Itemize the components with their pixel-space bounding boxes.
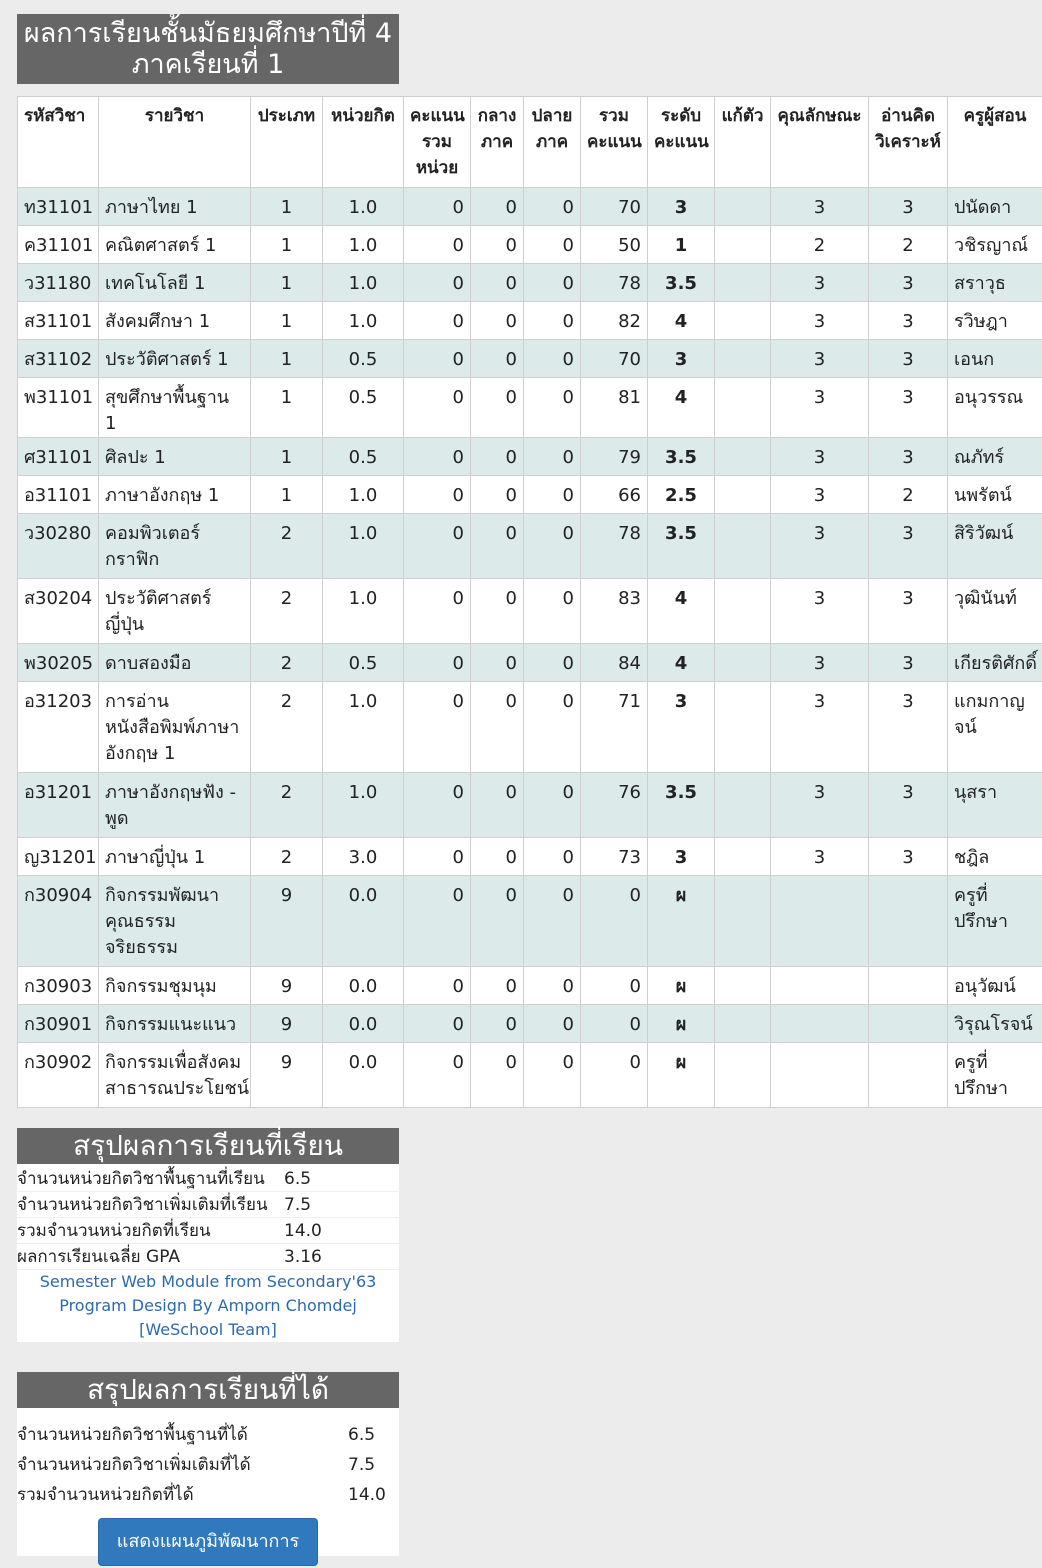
cell-code: ส30204 [18, 579, 99, 644]
cell-remedial [715, 1005, 771, 1043]
cell-subject: ภาษาญี่ปุ่น 1 [99, 838, 251, 876]
cell-teacher: นพรัตน์ [948, 476, 1042, 514]
cell-total: 78 [581, 514, 648, 579]
header-final: ปลายภาค [524, 97, 581, 188]
cell-reading: 3 [869, 302, 948, 340]
cell-subject: คณิตศาสตร์ 1 [99, 226, 251, 264]
cell-character [771, 1005, 869, 1043]
cell-remedial [715, 340, 771, 378]
cell-unit-score: 0 [404, 838, 471, 876]
cell-final: 0 [524, 476, 581, 514]
cell-code: พ31101 [18, 378, 99, 438]
cell-credits: 0.0 [323, 967, 404, 1005]
table-row [18, 438, 1042, 476]
cell-midterm: 0 [471, 1005, 524, 1043]
cell-character: 3 [771, 682, 869, 773]
cell-grade: 3.5 [648, 773, 715, 838]
table-row [18, 773, 1042, 838]
cell-subject: ภาษาอังกฤษฟัง - พูด [99, 773, 251, 838]
cell-subject: สังคมศึกษา 1 [99, 302, 251, 340]
cell-grade: 3 [648, 682, 715, 773]
cell-final: 0 [524, 438, 581, 476]
cell-code: ว30280 [18, 514, 99, 579]
cell-final: 0 [524, 876, 581, 967]
summary-value: 6.5 [284, 1169, 312, 1189]
cell-teacher: เกียรติศักดิ์ [948, 644, 1042, 682]
cell-remedial [715, 579, 771, 644]
cell-type: 1 [251, 378, 323, 438]
cell-teacher: ครูที่ปรึกษา [948, 1043, 1042, 1108]
cell-grade: 4 [648, 579, 715, 644]
cell-remedial [715, 302, 771, 340]
cell-remedial [715, 644, 771, 682]
cell-remedial [715, 1043, 771, 1108]
cell-midterm: 0 [471, 1043, 524, 1108]
cell-code: ก30903 [18, 967, 99, 1005]
cell-total: 84 [581, 644, 648, 682]
cell-code: ส31102 [18, 340, 99, 378]
cell-character: 3 [771, 773, 869, 838]
cell-character: 3 [771, 644, 869, 682]
table-row [18, 644, 1042, 682]
cell-midterm: 0 [471, 682, 524, 773]
cell-credits: 0.5 [323, 340, 404, 378]
cell-grade: 3 [648, 188, 715, 226]
cell-character: 3 [771, 378, 869, 438]
cell-reading [869, 1005, 948, 1043]
cell-midterm: 0 [471, 476, 524, 514]
cell-teacher: ครูที่ปรึกษา [948, 876, 1042, 967]
cell-type: 2 [251, 773, 323, 838]
summary-earned-row [17, 1450, 399, 1480]
cell-final: 0 [524, 226, 581, 264]
header-reading: อ่านคิดวิเคราะห์ [869, 97, 948, 188]
cell-midterm: 0 [471, 773, 524, 838]
cell-midterm: 0 [471, 438, 524, 476]
cell-subject: ภาษาอังกฤษ 1 [99, 476, 251, 514]
cell-credits: 1.0 [323, 226, 404, 264]
cell-final: 0 [524, 264, 581, 302]
header-character: คุณลักษณะ [771, 97, 869, 188]
header-grade: ระดับคะแนน [648, 97, 715, 188]
cell-subject: กิจกรรมพัฒนาคุณธรรมจริยธรรม [99, 876, 251, 967]
credit-text [17, 1270, 399, 1342]
cell-unit-score: 0 [404, 188, 471, 226]
table-row [18, 682, 1042, 773]
cell-type: 2 [251, 838, 323, 876]
cell-teacher: วชิรญาณ์ [948, 226, 1042, 264]
cell-teacher: อนุวัฒน์ [948, 967, 1042, 1005]
cell-code: ก30902 [18, 1043, 99, 1108]
cell-grade: ผ [648, 876, 715, 967]
summary-value: 14.0 [348, 1485, 386, 1505]
cell-reading: 3 [869, 264, 948, 302]
cell-total: 66 [581, 476, 648, 514]
cell-remedial [715, 967, 771, 1005]
cell-unit-score: 0 [404, 644, 471, 682]
cell-midterm: 0 [471, 302, 524, 340]
cell-reading: 2 [869, 226, 948, 264]
cell-type: 9 [251, 967, 323, 1005]
cell-remedial [715, 476, 771, 514]
cell-total: 76 [581, 773, 648, 838]
cell-unit-score: 0 [404, 226, 471, 264]
summary-value: 14.0 [284, 1221, 322, 1241]
cell-final: 0 [524, 1005, 581, 1043]
cell-total: 0 [581, 967, 648, 1005]
cell-subject: การอ่านหนังสือพิมพ์ภาษาอังกฤษ 1 [99, 682, 251, 773]
cell-total: 83 [581, 579, 648, 644]
cell-total: 0 [581, 1005, 648, 1043]
page-title: ผลการเรียนชั้นมัธยมศึกษาปีที่ 4 ภาคเรียนที่ 1 [17, 14, 399, 84]
cell-credits: 1.0 [323, 682, 404, 773]
cell-code: ก30901 [18, 1005, 99, 1043]
cell-credits: 0.0 [323, 876, 404, 967]
table-row [18, 579, 1042, 644]
cell-reading: 3 [869, 773, 948, 838]
cell-credits: 1.0 [323, 264, 404, 302]
cell-character: 3 [771, 438, 869, 476]
credit-line-designer: Program Design By Amporn Chomdej [WeSchool Team] [59, 1296, 357, 1339]
cell-code: อ31203 [18, 682, 99, 773]
cell-grade: 3 [648, 340, 715, 378]
summary-value: 7.5 [284, 1195, 312, 1215]
table-row [18, 264, 1042, 302]
cell-character: 3 [771, 514, 869, 579]
cell-reading [869, 1043, 948, 1108]
cell-reading [869, 967, 948, 1005]
header-midterm: กลางภาค [471, 97, 524, 188]
cell-remedial [715, 682, 771, 773]
cell-remedial [715, 438, 771, 476]
cell-teacher: รวิษฎา [948, 302, 1042, 340]
cell-credits: 0.5 [323, 644, 404, 682]
cell-type: 9 [251, 1005, 323, 1043]
summary-label: จำนวนหน่วยกิตวิชาเพิ่มเติมที่เรียน [17, 1195, 268, 1215]
cell-character: 3 [771, 264, 869, 302]
cell-total: 73 [581, 838, 648, 876]
cell-character: 3 [771, 579, 869, 644]
summary-earned-title: สรุปผลการเรียนที่ได้ [17, 1372, 399, 1408]
cell-subject: กิจกรรมเพื่อสังคมสาธารณประโยชน์ [99, 1043, 251, 1108]
cell-character: 3 [771, 340, 869, 378]
cell-credits: 0.5 [323, 438, 404, 476]
cell-final: 0 [524, 1043, 581, 1108]
cell-total: 70 [581, 188, 648, 226]
cell-midterm: 0 [471, 188, 524, 226]
cell-teacher: ชฎิล [948, 838, 1042, 876]
cell-type: 1 [251, 340, 323, 378]
cell-total: 81 [581, 378, 648, 438]
cell-type: 1 [251, 438, 323, 476]
cell-unit-score: 0 [404, 302, 471, 340]
cell-final: 0 [524, 967, 581, 1005]
cell-credits: 1.0 [323, 188, 404, 226]
summary-value: 3.16 [284, 1247, 322, 1267]
cell-grade: 2.5 [648, 476, 715, 514]
summary-earned-row [17, 1480, 399, 1510]
cell-grade: 4 [648, 302, 715, 340]
cell-type: 9 [251, 1043, 323, 1108]
cell-final: 0 [524, 378, 581, 438]
cell-grade: ผ [648, 967, 715, 1005]
cell-grade: 3.5 [648, 264, 715, 302]
cell-teacher: แกมกาญจน์ [948, 682, 1042, 773]
cell-character: 3 [771, 302, 869, 340]
cell-type: 1 [251, 226, 323, 264]
cell-teacher: ปนัดดา [948, 188, 1042, 226]
cell-code: ว31180 [18, 264, 99, 302]
table-row [18, 302, 1042, 340]
header-type: ประเภท [251, 97, 323, 188]
cell-final: 0 [524, 188, 581, 226]
table-row [18, 1043, 1042, 1108]
cell-unit-score: 0 [404, 514, 471, 579]
cell-midterm: 0 [471, 838, 524, 876]
cell-character: 2 [771, 226, 869, 264]
cell-character: 3 [771, 188, 869, 226]
cell-credits: 0.0 [323, 1005, 404, 1043]
cell-remedial [715, 773, 771, 838]
summary-value: 6.5 [348, 1425, 376, 1445]
cell-reading: 3 [869, 514, 948, 579]
table-row [18, 1005, 1042, 1043]
summary-enrolled-row [17, 1218, 399, 1244]
cell-remedial [715, 876, 771, 967]
cell-credits: 1.0 [323, 476, 404, 514]
cell-remedial [715, 188, 771, 226]
cell-type: 2 [251, 682, 323, 773]
cell-final: 0 [524, 514, 581, 579]
summary-enrolled-title: สรุปผลการเรียนที่เรียน [17, 1128, 399, 1164]
cell-teacher: วุฒินันท์ [948, 579, 1042, 644]
grades-table [17, 96, 1042, 1108]
cell-midterm: 0 [471, 264, 524, 302]
cell-final: 0 [524, 340, 581, 378]
cell-subject: ดาบสองมือ [99, 644, 251, 682]
cell-reading: 3 [869, 188, 948, 226]
cell-subject: ประวัติศาสตร์ 1 [99, 340, 251, 378]
cell-type: 2 [251, 579, 323, 644]
header-remedial: แก้ตัว [715, 97, 771, 188]
cell-teacher: ณภัทร์ [948, 438, 1042, 476]
table-row [18, 838, 1042, 876]
cell-total: 79 [581, 438, 648, 476]
cell-total: 78 [581, 264, 648, 302]
cell-credits: 1.0 [323, 302, 404, 340]
cell-unit-score: 0 [404, 340, 471, 378]
summary-label: จำนวนหน่วยกิตวิชาเพิ่มเติมที่ได้ [17, 1455, 251, 1475]
cell-reading: 3 [869, 579, 948, 644]
cell-total: 82 [581, 302, 648, 340]
cell-reading: 3 [869, 378, 948, 438]
cell-remedial [715, 514, 771, 579]
summary-enrolled-row [17, 1244, 399, 1270]
cell-unit-score: 0 [404, 476, 471, 514]
header-subject: รายวิชา [99, 97, 251, 188]
cell-unit-score: 0 [404, 378, 471, 438]
cell-unit-score: 0 [404, 876, 471, 967]
cell-teacher: นุสรา [948, 773, 1042, 838]
cell-final: 0 [524, 644, 581, 682]
cell-grade: 4 [648, 644, 715, 682]
header-total: รวมคะแนน [581, 97, 648, 188]
cell-final: 0 [524, 579, 581, 644]
cell-remedial [715, 838, 771, 876]
cell-unit-score: 0 [404, 579, 471, 644]
summary-value: 7.5 [348, 1455, 376, 1475]
table-row [18, 476, 1042, 514]
summary-label: ผลการเรียนเฉลี่ย GPA [17, 1247, 181, 1267]
cell-teacher: วิรุณโรจน์ [948, 1005, 1042, 1043]
cell-midterm: 0 [471, 340, 524, 378]
cell-reading: 3 [869, 682, 948, 773]
cell-reading [869, 876, 948, 967]
cell-subject: ภาษาไทย 1 [99, 188, 251, 226]
cell-midterm: 0 [471, 226, 524, 264]
cell-total: 71 [581, 682, 648, 773]
table-row [18, 188, 1042, 226]
table-header-row [18, 97, 1042, 188]
summary-earned-row [17, 1420, 399, 1450]
cell-credits: 0.5 [323, 378, 404, 438]
cell-type: 1 [251, 188, 323, 226]
cell-teacher: สิริวัฒน์ [948, 514, 1042, 579]
cell-grade: 4 [648, 378, 715, 438]
cell-grade: 3.5 [648, 438, 715, 476]
cell-subject: คอมพิวเตอร์กราฟิก [99, 514, 251, 579]
cell-code: พ30205 [18, 644, 99, 682]
cell-type: 1 [251, 264, 323, 302]
cell-type: 2 [251, 514, 323, 579]
cell-subject: สุขศึกษาพื้นฐาน 1 [99, 378, 251, 438]
cell-reading: 3 [869, 644, 948, 682]
cell-subject: กิจกรรมชุมนุม [99, 967, 251, 1005]
cell-midterm: 0 [471, 514, 524, 579]
cell-code: ก30904 [18, 876, 99, 967]
cell-final: 0 [524, 773, 581, 838]
cell-type: 1 [251, 302, 323, 340]
table-row [18, 514, 1042, 579]
cell-final: 0 [524, 302, 581, 340]
cell-code: ศ31101 [18, 438, 99, 476]
cell-total: 70 [581, 340, 648, 378]
cell-credits: 0.0 [323, 1043, 404, 1108]
cell-reading: 3 [869, 340, 948, 378]
header-code: รหัสวิชา [18, 97, 99, 188]
cell-character: 3 [771, 476, 869, 514]
cell-remedial [715, 378, 771, 438]
cell-grade: ผ [648, 1043, 715, 1108]
cell-character [771, 967, 869, 1005]
cell-unit-score: 0 [404, 264, 471, 302]
cell-teacher: อนุวรรณ [948, 378, 1042, 438]
summary-label: จำนวนหน่วยกิตวิชาพื้นฐานที่เรียน [17, 1169, 265, 1189]
cell-remedial [715, 264, 771, 302]
cell-credits: 1.0 [323, 773, 404, 838]
cell-unit-score: 0 [404, 773, 471, 838]
cell-subject: กิจกรรมแนะแนว [99, 1005, 251, 1043]
credit-line-module: Semester Web Module from Secondary'63 [39, 1272, 377, 1291]
cell-unit-score: 0 [404, 438, 471, 476]
cell-midterm: 0 [471, 378, 524, 438]
cell-final: 0 [524, 838, 581, 876]
cell-code: อ31101 [18, 476, 99, 514]
summary-earned-panel [17, 1372, 399, 1556]
cell-credits: 1.0 [323, 514, 404, 579]
summary-label: รวมจำนวนหน่วยกิตที่เรียน [17, 1221, 211, 1241]
cell-total: 50 [581, 226, 648, 264]
cell-type: 2 [251, 644, 323, 682]
cell-midterm: 0 [471, 967, 524, 1005]
cell-reading: 3 [869, 438, 948, 476]
cell-character [771, 876, 869, 967]
cell-grade: 3.5 [648, 514, 715, 579]
cell-character [771, 1043, 869, 1108]
cell-grade: 3 [648, 838, 715, 876]
summary-label: รวมจำนวนหน่วยกิตที่ได้ [17, 1485, 194, 1505]
cell-teacher: เอนก [948, 340, 1042, 378]
cell-final: 0 [524, 682, 581, 773]
cell-midterm: 0 [471, 579, 524, 644]
cell-code: ญ31201 [18, 838, 99, 876]
cell-subject: เทคโนโลยี 1 [99, 264, 251, 302]
cell-unit-score: 0 [404, 682, 471, 773]
cell-code: อ31201 [18, 773, 99, 838]
table-row [18, 876, 1042, 967]
header-unit-score: คะแนนรวมหน่วย [404, 97, 471, 188]
table-row [18, 226, 1042, 264]
summary-enrolled-row [17, 1192, 399, 1218]
cell-credits: 3.0 [323, 838, 404, 876]
cell-total: 0 [581, 1043, 648, 1108]
show-development-chart-button[interactable]: แสดงแผนภูมิพัฒนาการ [98, 1518, 318, 1566]
summary-enrolled-row [17, 1166, 399, 1192]
cell-code: ส31101 [18, 302, 99, 340]
summary-label: จำนวนหน่วยกิตวิชาพื้นฐานที่ได้ [17, 1425, 248, 1445]
cell-code: ค31101 [18, 226, 99, 264]
cell-unit-score: 0 [404, 967, 471, 1005]
cell-midterm: 0 [471, 644, 524, 682]
cell-character: 3 [771, 838, 869, 876]
cell-remedial [715, 226, 771, 264]
cell-type: 1 [251, 476, 323, 514]
cell-grade: 1 [648, 226, 715, 264]
cell-subject: ประวัติศาสตร์ญี่ปุ่น [99, 579, 251, 644]
cell-code: ท31101 [18, 188, 99, 226]
header-credits: หน่วยกิต [323, 97, 404, 188]
header-teacher: ครูผู้สอน [948, 97, 1042, 188]
cell-credits: 1.0 [323, 579, 404, 644]
cell-total: 0 [581, 876, 648, 967]
table-row [18, 340, 1042, 378]
cell-teacher: สราวุธ [948, 264, 1042, 302]
cell-subject: ศิลปะ 1 [99, 438, 251, 476]
cell-grade: ผ [648, 1005, 715, 1043]
cell-type: 9 [251, 876, 323, 967]
cell-unit-score: 0 [404, 1043, 471, 1108]
cell-reading: 2 [869, 476, 948, 514]
cell-unit-score: 0 [404, 1005, 471, 1043]
cell-reading: 3 [869, 838, 948, 876]
table-row [18, 378, 1042, 438]
cell-midterm: 0 [471, 876, 524, 967]
summary-enrolled-panel [17, 1128, 399, 1342]
table-row [18, 967, 1042, 1005]
